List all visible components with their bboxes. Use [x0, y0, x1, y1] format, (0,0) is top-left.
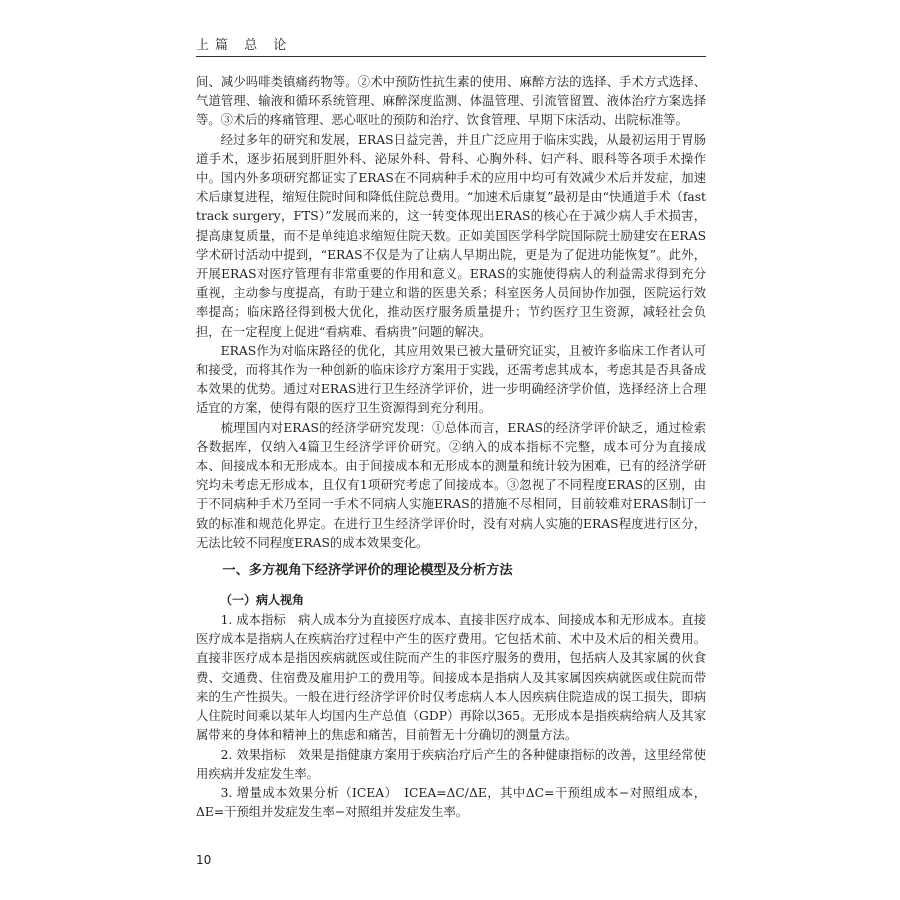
section-heading: 一、多方视角下经济学评价的理论模型及分析方法 — [222, 563, 513, 579]
running-header-title: 上篇 总 论 — [196, 38, 293, 53]
paragraph-economic-review: 梳理国内对ERAS的经济学研究发现：①总体而言，ERAS的经济学评价缺乏，通过检索各数据库，仅纳入4篇卫生经济学评价研究。②纳入的成本指标不完整，成本可分为直接成本、间接成本和无形成本。由于间接成本和无形成本的测量和统计较为困难，已有的经济学研究均未考虑无形成本，且仅有1项研究考虑了间接成本。③忽视了不同程度ERAS的区别，由于不同病种手术乃至同一手术不同病人实施ERAS的措施不尽相同，目前较难对ERAS制订一致的标准和规范化界定。在进行卫生经济学评价时，没有对病人实施的ERAS程度进行区分，无法比较不同程度ERAS的成本效果变化。 — [196, 420, 706, 550]
item-icea: 3. 增量成本效果分析（ICEA） ICEA=ΔC/ΔE，其中ΔC=干预组成本−对照组成本，ΔE=干预组并发症发生率−对照组并发症发生率。 — [196, 785, 706, 820]
page-number: 10 — [196, 853, 212, 867]
page-body — [196, 73, 706, 822]
item-cost-indicators: 1. 成本指标 病人成本分为直接医疗成本、直接非医疗成本、间接成本和无形成本。直接医疗成本是指病人在疾病治疗过程中产生的医疗费用。它包括术前、术中及术后的相关费用。直接非医疗成本是指因疾病就医或住院而产生的非医疗服务的费用，包括病人及其家属的伙食费、交通费、住宿费及雇用护工的费用等。间接成本是指病人及其家属因疾病就医或住院而带来的生产性损失。一般在进行经济学评价时仅考虑病人本人因疾病住院造成的误工损失，即病人住院时间乘以某年人均国内生产总值（GDP）再除以365。无形成本是指疾病给病人及其家属带来的身体和精神上的焦虑和痛苦，目前暂无十分确切的测量方法。 — [196, 613, 706, 743]
subsection-heading: （一）病人视角 — [220, 593, 305, 608]
item-effect-indicators: 2. 效果指标 效果是指健康方案用于疾病治疗后产生的各种健康指标的改善，这里经常使用疾病并发症发生率。 — [196, 747, 706, 781]
paragraph-eras-clinical-pathway: ERAS作为对临床路径的优化，其应用效果已被大量研究证实，且被许多临床工作者认可和接受，而将其作为一种创新的临床诊疗方案用于实践，还需考虑其成本，考虑其是否具备成本效果的优势。通过对ERAS进行卫生经济学评价，进一步明确经济学价值，选择经济上合理适宜的方案，使得有限的医疗卫生资源得到充分利用。 — [196, 343, 706, 416]
paragraph-continuation: 间、减少吗啡类镇痛药物等。②术中预防性抗生素的使用、麻醉方法的选择、手术方式选择、气道管理、输液和循环系统管理、麻醉深度监测、体温管理、引流管留置、液体治疗方案选择等。③术后的疼痛管理、恶心呕吐的预防和治疗、饮食管理、早期下床活动、出院标准等。 — [196, 75, 706, 128]
paragraph-eras-development: 经过多年的研究和发展，ERAS日益完善，并且广泛应用于临床实践，从最初运用于胃肠道手术，逐步拓展到肝胆外科、泌尿外科、骨科、心胸外科、妇产科、眼科等各项手术操作中。国内外多项研究都证实了ERAS在不同病种手术的应用中均可有效减少术后并发症，加速术后康复进程，缩短住院时间和降低住院总费用。“加速术后康复”最初是由“快通道手术（fast track surgery，FTS）”发展而来的，这一转变体现出ERAS的核心在于减少病人手术损害，提高康复质量，而不是单纯追求缩短住院天数。正如美国医学科学院国际院士励建安在ERAS学术研讨活动中提到，“ERAS不仅是为了让病人早期出院，更是为了促进功能恢复”。此外，开展ERAS对医疗管理有非常重要的作用和意义。ERAS的实施使得病人的利益需求得到充分重视，主动参与度提高，有助于建立和谐的医患关系；科室医务人员间协作加强，医院运行效率提高；临床路径得到极大优化，推动医疗服务质量提升；节约医疗卫生资源，减轻社会负担，在一定程度上促进“看病难、看病贵”问题的解决。 — [196, 132, 706, 339]
running-header — [196, 34, 706, 57]
